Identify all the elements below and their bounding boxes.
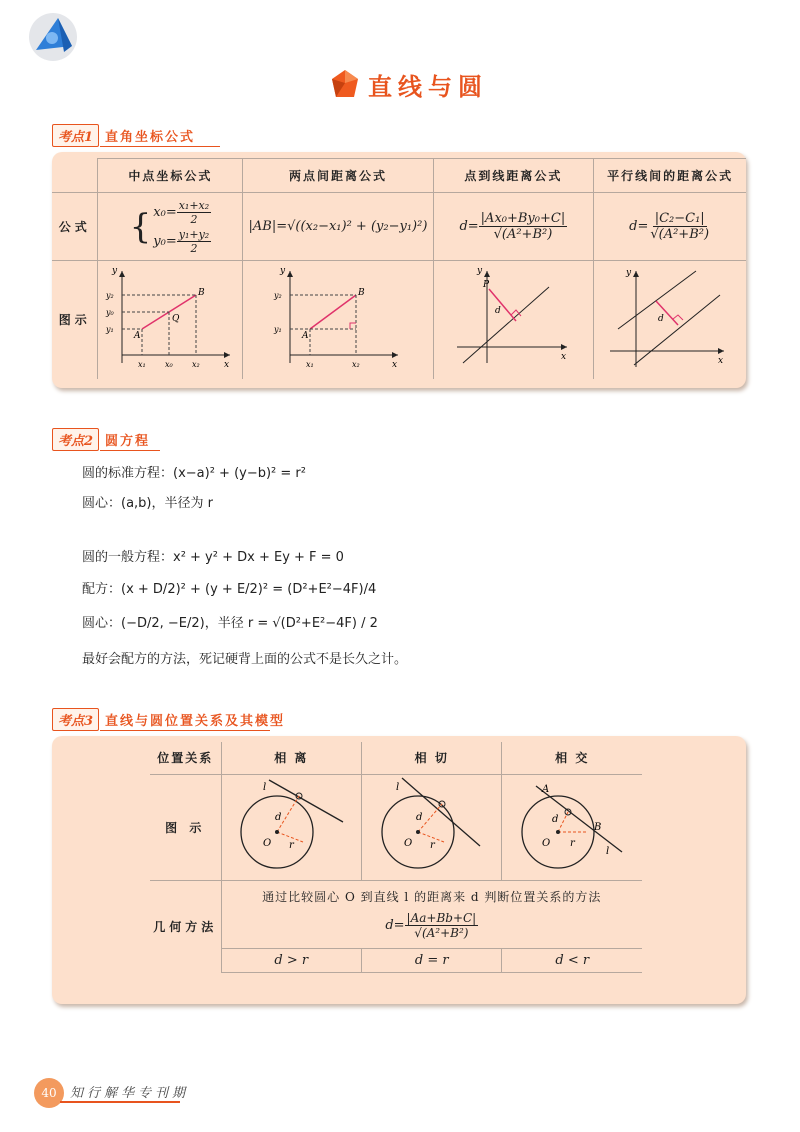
section2-label — [52, 428, 150, 451]
line-circle-table — [150, 742, 642, 973]
point-line-den: √(A²+B²) — [493, 227, 553, 242]
fig1-Q-label: Q — [172, 314, 180, 325]
distance-figure — [243, 261, 433, 379]
section2-underline — [100, 450, 160, 451]
result-tangent: d = r — [362, 948, 502, 972]
section1-label — [52, 124, 195, 147]
tangent-figure — [362, 774, 502, 880]
parallel-formula — [594, 193, 746, 261]
fig1-y0-label: y₀ — [106, 308, 115, 318]
fig1-x0-label: x₀ — [165, 360, 174, 370]
fig6-l-label: l — [395, 781, 399, 793]
col-midpoint: 中点坐标公式 — [98, 159, 243, 193]
method-text: 通过比较圆心 O 到直线 l 的距离来 d 判断位置关系的方法 — [262, 890, 602, 904]
fig1-y-label: y — [112, 266, 118, 277]
general-center-line: 圆心：(−D/2, −E/2)，半径 r = √(D²+E²−4F) / 2 — [82, 616, 378, 631]
general-equation-line: 圆的一般方程：x² + y² + Dx + Ey + F = 0 — [82, 550, 344, 565]
page-title — [330, 66, 488, 102]
fig1-x2-label: x₂ — [192, 360, 201, 370]
title-gem-icon — [330, 69, 360, 99]
method-num: |Aa+Bb+C| — [406, 911, 477, 925]
fig2-y-label: y — [279, 266, 286, 277]
publication-name: 知行解华专刊期 — [70, 1086, 190, 1101]
row-figure-label-3: 图 示 — [150, 774, 221, 880]
row-formula-label: 公式 — [52, 193, 98, 261]
coordinate-formula-table — [52, 158, 746, 379]
midpoint-y-num: y₁+y₂ — [178, 227, 210, 241]
standard-center-line: 圆心：(a,b)，半径为 r — [82, 496, 213, 511]
fig1-A-label: A — [134, 331, 141, 342]
parallel-den: √(A²+B²) — [650, 227, 710, 242]
fig4-x-label: x — [718, 356, 724, 367]
point-line-num: |Ax₀+By₀+C| — [480, 211, 566, 226]
distance-formula: |AB|=√((x₂−x₁)² + (y₂−y₁)²) — [243, 193, 433, 261]
parallel-num: |C₂−C₁| — [654, 211, 705, 226]
section3-badge: 考点3 — [52, 708, 99, 731]
fig6-d-label: d — [415, 811, 423, 823]
col-parallel: 平行线间的距离公式 — [594, 159, 746, 193]
fig7-d-label: d — [552, 813, 559, 825]
midpoint-formula: { x₀= $\frac{\text{x₁+x₂}}{2}$ y₀= $\frac{\text{y₁+y₂}}{2}$ — [98, 193, 243, 261]
fig1-y2-label: y₂ — [106, 291, 115, 301]
fig1-y1-label: y₁ — [106, 325, 115, 335]
fig5-d-label: d — [275, 811, 282, 823]
fig4-d-label: d — [658, 314, 664, 325]
page-number: 40 — [34, 1078, 64, 1108]
parallel-lhs: d= — [629, 219, 649, 234]
fig7-A-label: A — [542, 783, 550, 795]
section3-underline — [100, 730, 270, 731]
row-header-cell: 位置关系 — [150, 742, 221, 774]
fig6-O-label: O — [403, 837, 412, 849]
section1-underline — [100, 146, 220, 147]
method-cell — [221, 880, 642, 948]
parallel-figure — [594, 261, 746, 379]
fig2-x2-label: x₂ — [351, 360, 360, 370]
corner-cell — [52, 159, 98, 193]
midpoint-figure — [98, 261, 243, 379]
intersect-figure — [502, 774, 642, 880]
midpoint-x-lhs: x₀= — [153, 204, 177, 220]
section1-name: 直角坐标公式 — [105, 130, 196, 145]
section2-badge: 考点2 — [52, 428, 99, 451]
advice-line: 最好会配方的方法，死记硬背上面的公式不是长久之计。 — [82, 652, 408, 667]
method-lhs: d= — [385, 918, 405, 933]
fig2-x-label: x — [391, 360, 398, 371]
fig7-l-label: l — [606, 845, 610, 857]
fig2-A-label: A — [301, 331, 309, 342]
logo — [28, 12, 78, 62]
col-intersect: 相 交 — [502, 742, 642, 774]
fig5-O-label: O — [263, 837, 272, 849]
section3-name: 直线与圆位置关系及其模型 — [105, 714, 286, 729]
title-text: 直线与圆 — [368, 71, 488, 101]
completing-square-line: 配方：(x + D/2)² + (y + E/2)² = (D²+E²−4F)/4 — [82, 582, 377, 597]
fig7-O-label: O — [542, 837, 551, 849]
fig3-x-label: x — [561, 352, 567, 363]
fig6-r-label: r — [429, 839, 435, 851]
section1-badge: 考点1 — [52, 124, 99, 147]
section3-label — [52, 708, 285, 731]
midpoint-y-lhs: y₀= — [153, 233, 177, 249]
point-line-lhs: d= — [459, 219, 479, 234]
point-line-formula — [433, 193, 594, 261]
separate-figure — [221, 774, 361, 880]
midpoint-x-den: 2 — [190, 212, 198, 226]
fig3-P-label: P — [483, 280, 490, 291]
fig5-r-label: r — [289, 839, 295, 851]
fig4-y-label: y — [626, 268, 632, 279]
result-separate: d > r — [221, 948, 361, 972]
col-separate: 相 离 — [221, 742, 361, 774]
midpoint-y-den: 2 — [190, 241, 198, 255]
result-intersect: d < r — [502, 948, 642, 972]
footer-underline — [60, 1101, 180, 1103]
method-formula — [222, 911, 642, 940]
fig5-l-label: l — [263, 781, 267, 793]
fig2-x1-label: x₁ — [305, 360, 314, 370]
fig2-y1-label: y₁ — [273, 325, 282, 335]
point-line-figure — [433, 261, 594, 379]
col-point-line: 点到线距离公式 — [433, 159, 594, 193]
fig2-B-label: B — [357, 288, 365, 299]
fig2-y2-label: y₂ — [273, 291, 282, 301]
section2-name: 圆方程 — [105, 434, 151, 449]
col-tangent: 相 切 — [362, 742, 502, 774]
fig7-B-label: B — [594, 821, 602, 833]
fig7-r-label: r — [570, 837, 576, 849]
row-method-label: 几何方法 — [150, 880, 221, 972]
fig1-x-label: x — [224, 360, 230, 371]
col-distance: 两点间距离公式 — [243, 159, 433, 193]
standard-equation-line: 圆的标准方程：(x−a)² + (y−b)² = r² — [82, 466, 306, 481]
fig1-x1-label: x₁ — [138, 360, 147, 370]
fig3-y-label: y — [477, 266, 483, 277]
method-den: √(A²+B²) — [414, 926, 469, 940]
midpoint-x-num: x₁+x₂ — [178, 198, 210, 212]
fig1-B-label: B — [198, 288, 206, 299]
row-figure-label: 图示 — [52, 261, 98, 379]
fig3-d-label: d — [495, 306, 502, 317]
